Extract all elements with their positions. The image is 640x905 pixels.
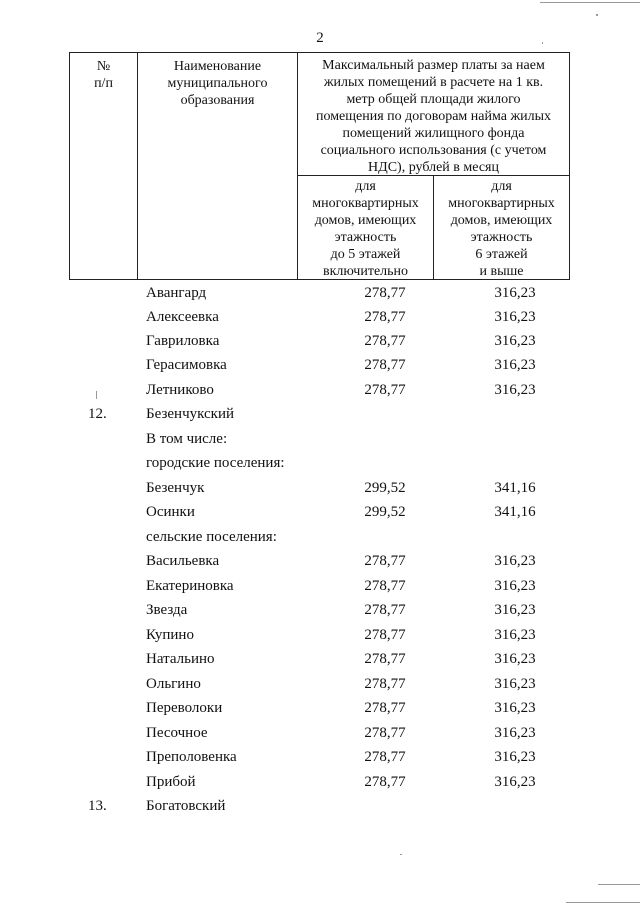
municipality-name: Преполовенка [146,749,237,765]
price-up-to-5-floors: 299,52 [364,504,406,520]
price-up-to-5-floors: 278,77 [364,676,406,692]
table-row [0,357,640,381]
price-6-floors-and-above: 316,23 [494,602,536,618]
table-row [0,798,640,822]
price-up-to-5-floors: 278,77 [364,700,406,716]
table-row [0,627,640,651]
header-col-name: Наименование муниципального образования [167,59,268,108]
price-6-floors-and-above: 316,23 [494,553,536,569]
price-6-floors-and-above: 316,23 [494,578,536,594]
municipality-name: Звезда [146,602,188,618]
municipality-name: Летниково [146,382,214,398]
table-row [0,333,640,357]
scan-artifact [598,884,640,885]
municipality-name: Прибой [146,774,196,790]
header-sub-col-1: для многоквартирных домов, имеющих этажность до 5 этажей включительно [312,179,419,279]
price-6-floors-and-above: 316,23 [494,676,536,692]
municipality-name: Герасимовка [146,357,227,373]
table-row [0,725,640,749]
price-6-floors-and-above: 316,23 [494,382,536,398]
table-row [0,774,640,798]
scan-artifact [596,14,598,16]
price-up-to-5-floors: 278,77 [364,774,406,790]
municipality-name: Натальино [146,651,215,667]
price-up-to-5-floors: 278,77 [364,285,406,301]
municipality-name: Авангард [146,285,207,301]
price-6-floors-and-above: 341,16 [494,504,536,520]
municipality-name: Купино [146,627,194,643]
price-up-to-5-floors: 278,77 [364,651,406,667]
header-sub-col-2: для многоквартирных домов, имеющих этажность 6 этажей и выше [448,179,555,279]
price-up-to-5-floors: 278,77 [364,357,406,373]
table-row [0,406,640,430]
price-up-to-5-floors: 278,77 [364,578,406,594]
price-up-to-5-floors: 278,77 [364,749,406,765]
price-6-floors-and-above: 341,16 [494,480,536,496]
price-up-to-5-floors: 278,77 [364,553,406,569]
municipality-name: В том числе: [146,431,228,447]
table-row [0,309,640,333]
municipality-name: Богатовский [146,798,226,814]
price-6-floors-and-above: 316,23 [494,651,536,667]
price-6-floors-and-above: 316,23 [494,285,536,301]
municipality-name: Васильевка [146,553,220,569]
table-row [0,529,640,553]
table-row [0,480,640,504]
table-row [0,504,640,528]
row-number: 13. [88,798,107,814]
header-col-payment: Максимальный размер платы за наем жилых помещений в расчете на 1 кв. метр общей площади жилого помещения по договорам найма жилых помещений жилищного фонда социального использования (с учетом НДС), рублей в месяц [315,58,552,175]
table-row [0,455,640,479]
price-6-floors-and-above: 316,23 [494,725,536,741]
municipality-name: сельские поселения: [146,529,277,545]
municipality-name: Ольгино [146,676,201,692]
municipality-name: Песочное [146,725,208,741]
table-row [0,431,640,455]
price-up-to-5-floors: 278,77 [364,602,406,618]
table-row [0,676,640,700]
municipality-name: Алексеевка [146,309,219,325]
table-row [0,651,640,675]
scan-artifact [400,854,402,855]
table-row [0,749,640,773]
municipality-name: Переволоки [146,700,223,716]
price-up-to-5-floors: 278,77 [364,627,406,643]
price-6-floors-and-above: 316,23 [494,774,536,790]
municipality-name: Безенчукский [146,406,235,422]
table-row [0,602,640,626]
price-up-to-5-floors: 299,52 [364,480,406,496]
scan-artifact [566,902,640,903]
price-up-to-5-floors: 278,77 [364,382,406,398]
price-up-to-5-floors: 278,77 [364,333,406,349]
municipality-name: Гавриловка [146,333,220,349]
table-row [0,285,640,309]
price-up-to-5-floors: 278,77 [364,725,406,741]
page-number: 2 [316,30,324,46]
header-col-num: № п/п [94,59,113,91]
scan-artifact [96,391,97,399]
scan-artifact [540,2,640,3]
table-row [0,553,640,577]
price-6-floors-and-above: 316,23 [494,309,536,325]
table-row [0,700,640,724]
municipality-name: Осинки [146,504,195,520]
municipality-name: Екатериновка [146,578,234,594]
price-6-floors-and-above: 316,23 [494,357,536,373]
municipality-name: Безенчук [146,480,205,496]
row-number: 12. [88,406,107,422]
municipality-name: городские поселения: [146,455,285,471]
price-6-floors-and-above: 316,23 [494,749,536,765]
price-6-floors-and-above: 316,23 [494,700,536,716]
table-row [0,578,640,602]
scan-artifact [542,42,543,44]
price-6-floors-and-above: 316,23 [494,627,536,643]
price-up-to-5-floors: 278,77 [364,309,406,325]
price-6-floors-and-above: 316,23 [494,333,536,349]
